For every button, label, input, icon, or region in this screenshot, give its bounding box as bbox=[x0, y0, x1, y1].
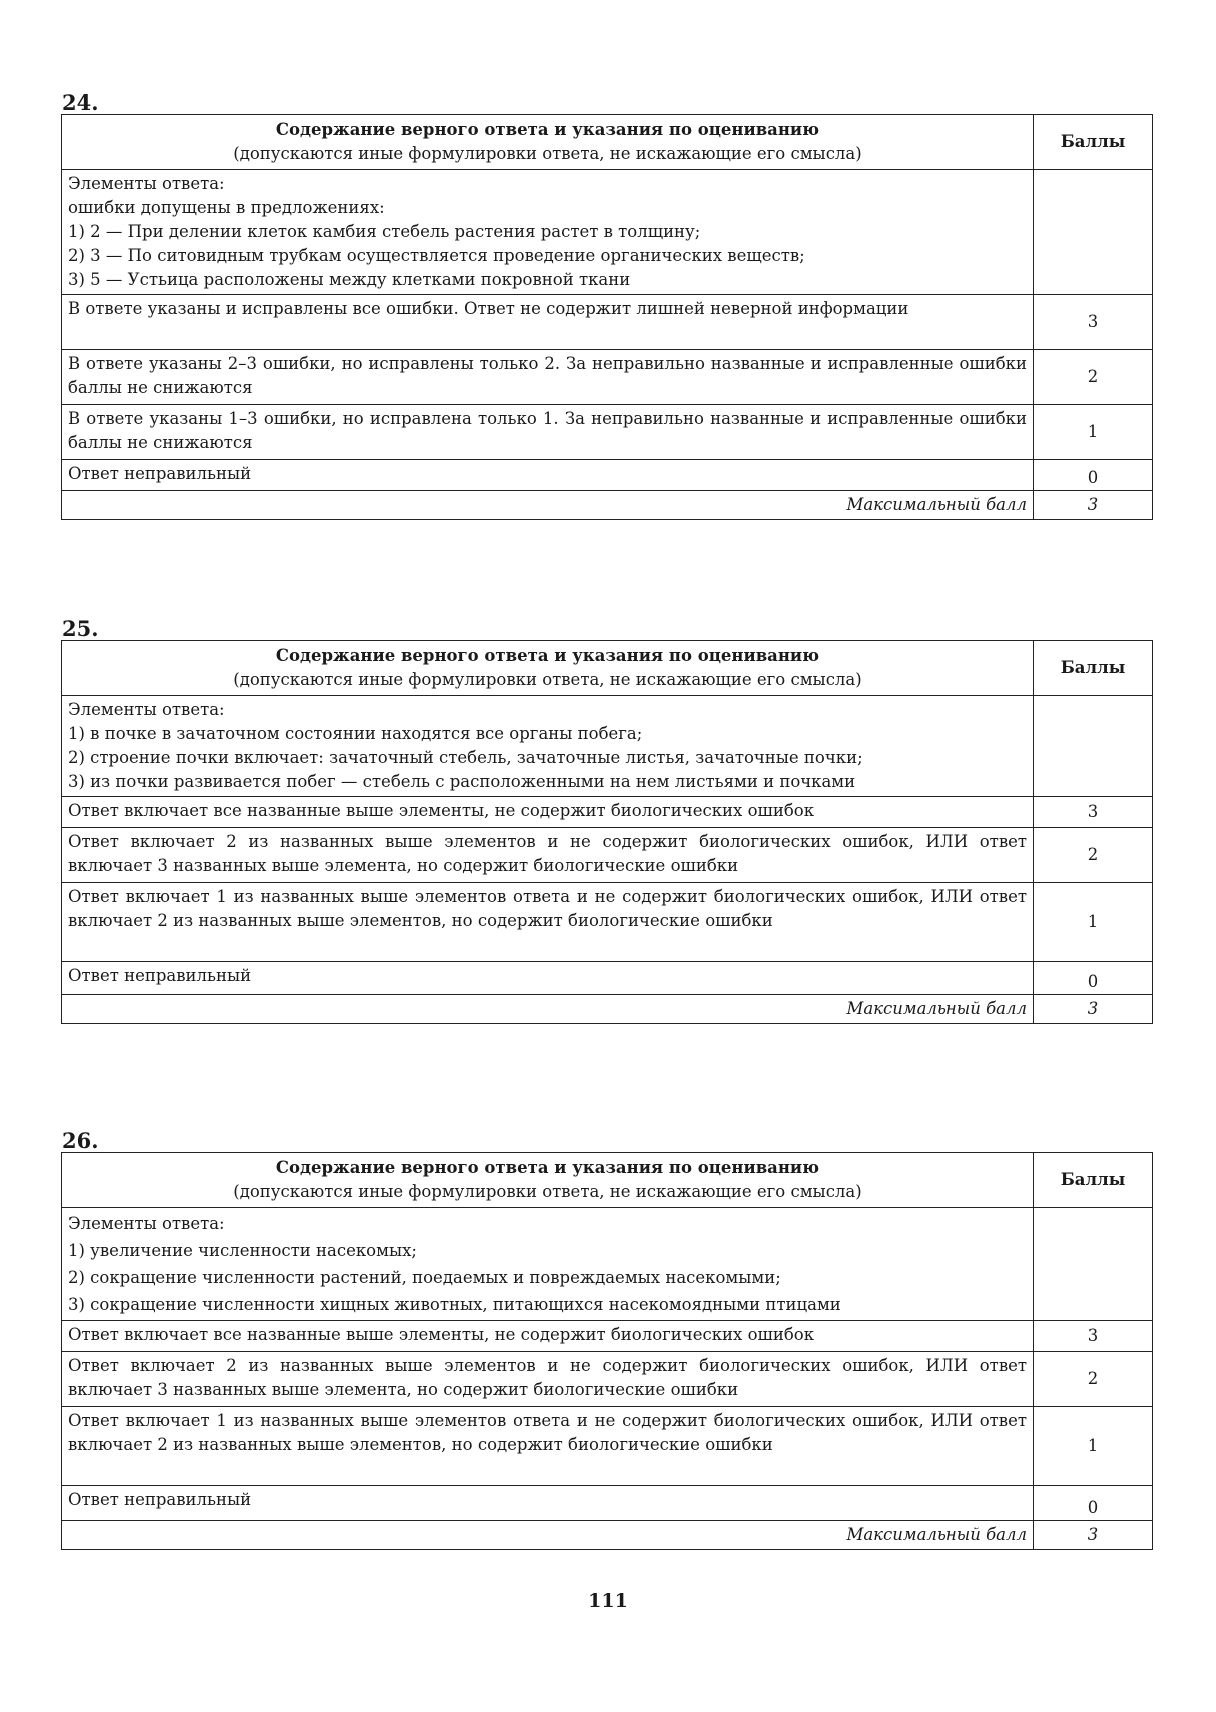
answer-element-line: Элементы ответа: bbox=[68, 174, 225, 193]
criterion-row bbox=[62, 1407, 1153, 1486]
criterion-row bbox=[62, 1486, 1153, 1521]
criterion-text: Ответ включает все названные выше элементы, не содержит биологических ошибок bbox=[62, 1321, 1034, 1352]
max-score-label: Максимальный балл bbox=[62, 491, 1034, 520]
criterion-score: 1 bbox=[1034, 405, 1153, 460]
content-header-subtitle: (допускаются иные формулировки ответа, не искажающие его смысла) bbox=[233, 144, 862, 163]
answer-element-line: 3) из почки развивается побег — стебель с расположенными на нем листьями и почками bbox=[68, 772, 856, 791]
answer-element-line: 2) сокращение численности растений, поедаемых и повреждаемых насекомыми; bbox=[68, 1268, 781, 1287]
answer-elements bbox=[62, 1208, 1034, 1321]
criterion-row bbox=[62, 1352, 1153, 1407]
criterion-row bbox=[62, 797, 1153, 828]
criterion-text: В ответе указаны 1–3 ошибки, но исправлена только 1. За неправильно названные и исправленные ошибки баллы не снижаются bbox=[62, 405, 1034, 460]
criterion-text: В ответе указаны и исправлены все ошибки. Ответ не содержит лишней неверной информации bbox=[62, 295, 1034, 350]
content-header-subtitle: (допускаются иные формулировки ответа, не искажающие его смысла) bbox=[233, 670, 862, 689]
content-header bbox=[62, 641, 1034, 696]
score-header: Баллы bbox=[1034, 1153, 1153, 1208]
content-header-title: Содержание верного ответа и указания по оцениванию bbox=[275, 1158, 820, 1177]
criterion-text: Ответ неправильный bbox=[62, 962, 1034, 995]
answer-element-line: Элементы ответа: bbox=[68, 700, 225, 719]
scoring-table bbox=[61, 114, 1153, 520]
criterion-score: 3 bbox=[1034, 797, 1153, 828]
criterion-row bbox=[62, 1321, 1153, 1352]
criterion-text: Ответ включает 2 из названных выше элементов и не содержит биологических ошибок, ИЛИ ответ включает 3 названных выше элемента, но содержит биологические ошибки bbox=[62, 1352, 1034, 1407]
content-header-title: Содержание верного ответа и указания по оцениванию bbox=[275, 646, 820, 665]
answer-elements bbox=[62, 170, 1034, 295]
answer-elements bbox=[62, 696, 1034, 797]
question-26-section bbox=[61, 1130, 1153, 1550]
criterion-text: Ответ включает 2 из названных выше элементов и не содержит биологических ошибок, ИЛИ ответ включает 3 названных выше элемента, но содержит биологические ошибки bbox=[62, 828, 1034, 883]
criterion-score: 2 bbox=[1034, 828, 1153, 883]
criterion-score: 1 bbox=[1034, 883, 1153, 962]
criterion-score: 2 bbox=[1034, 350, 1153, 405]
table-header-row bbox=[62, 641, 1153, 696]
question-number: 24. bbox=[62, 90, 99, 115]
criterion-score: 0 bbox=[1034, 1486, 1153, 1521]
content-header-subtitle: (допускаются иные формулировки ответа, не искажающие его смысла) bbox=[233, 1182, 862, 1201]
criterion-text: Ответ неправильный bbox=[62, 460, 1034, 491]
criterion-row bbox=[62, 295, 1153, 350]
table-header-row bbox=[62, 1153, 1153, 1208]
content-header bbox=[62, 115, 1034, 170]
criterion-text: В ответе указаны 2–3 ошибки, но исправлены только 2. За неправильно названные и исправленные ошибки баллы не снижаются bbox=[62, 350, 1034, 405]
question-24-section bbox=[61, 92, 1153, 520]
criterion-row bbox=[62, 460, 1153, 491]
criterion-text: Ответ включает 1 из названных выше элементов ответа и не содержит биологических ошибок, ИЛИ ответ включает 2 из названных выше элементов, но содержит биологические ошибки bbox=[62, 1407, 1034, 1486]
criterion-score: 0 bbox=[1034, 460, 1153, 491]
max-score-value: 3 bbox=[1034, 491, 1153, 520]
criterion-text: Ответ включает все названные выше элементы, не содержит биологических ошибок bbox=[62, 797, 1034, 828]
criterion-row bbox=[62, 350, 1153, 405]
score-cell-empty bbox=[1034, 170, 1153, 295]
answer-element-line: 2) строение почки включает: зачаточный стебель, зачаточные листья, зачаточные почки; bbox=[68, 748, 863, 767]
criterion-row bbox=[62, 883, 1153, 962]
score-header: Баллы bbox=[1034, 641, 1153, 696]
answer-element-line: 1) увеличение численности насекомых; bbox=[68, 1241, 417, 1260]
content-header-title: Содержание верного ответа и указания по оцениванию bbox=[275, 120, 820, 139]
score-cell-empty bbox=[1034, 1208, 1153, 1321]
criterion-score: 1 bbox=[1034, 1407, 1153, 1486]
criterion-row bbox=[62, 828, 1153, 883]
criterion-text: Ответ включает 1 из названных выше элементов ответа и не содержит биологических ошибок, ИЛИ ответ включает 2 из названных выше элементов, но содержит биологические ошибки bbox=[62, 883, 1034, 962]
criterion-score: 3 bbox=[1034, 1321, 1153, 1352]
content-header bbox=[62, 1153, 1034, 1208]
criterion-row bbox=[62, 405, 1153, 460]
scoring-table bbox=[61, 640, 1153, 1024]
score-header: Баллы bbox=[1034, 115, 1153, 170]
max-score-row bbox=[62, 995, 1153, 1024]
table-header-row bbox=[62, 115, 1153, 170]
max-score-row bbox=[62, 1521, 1153, 1550]
question-25-section bbox=[61, 618, 1153, 1024]
answer-element-line: 3) 5 — Устьица расположены между клетками покровной ткани bbox=[68, 270, 631, 289]
answer-elements-row bbox=[62, 1208, 1153, 1321]
score-cell-empty bbox=[1034, 696, 1153, 797]
criterion-text: Ответ неправильный bbox=[62, 1486, 1034, 1521]
answer-element-line: 3) сокращение численности хищных животных, питающихся насекомоядными птицами bbox=[68, 1295, 841, 1314]
criterion-score: 3 bbox=[1034, 295, 1153, 350]
answer-element-line: 1) 2 — При делении клеток камбия стебель растения растет в толщину; bbox=[68, 222, 701, 241]
max-score-label: Максимальный балл bbox=[62, 1521, 1034, 1550]
max-score-value: 3 bbox=[1034, 1521, 1153, 1550]
page-number: 111 bbox=[588, 1590, 628, 1612]
question-number: 25. bbox=[62, 616, 99, 641]
answer-elements-row bbox=[62, 170, 1153, 295]
max-score-row bbox=[62, 491, 1153, 520]
criterion-row bbox=[62, 962, 1153, 995]
criterion-score: 2 bbox=[1034, 1352, 1153, 1407]
max-score-value: 3 bbox=[1034, 995, 1153, 1024]
scoring-table bbox=[61, 1152, 1153, 1550]
question-number: 26. bbox=[62, 1128, 99, 1153]
answer-element-line: ошибки допущены в предложениях: bbox=[68, 198, 385, 217]
max-score-label: Максимальный балл bbox=[62, 995, 1034, 1024]
answer-element-line: 2) 3 — По ситовидным трубкам осуществляется проведение органических веществ; bbox=[68, 246, 805, 265]
answer-element-line: 1) в почке в зачаточном состоянии находятся все органы побега; bbox=[68, 724, 643, 743]
answer-element-line: Элементы ответа: bbox=[68, 1214, 225, 1233]
criterion-score: 0 bbox=[1034, 962, 1153, 995]
answer-elements-row bbox=[62, 696, 1153, 797]
